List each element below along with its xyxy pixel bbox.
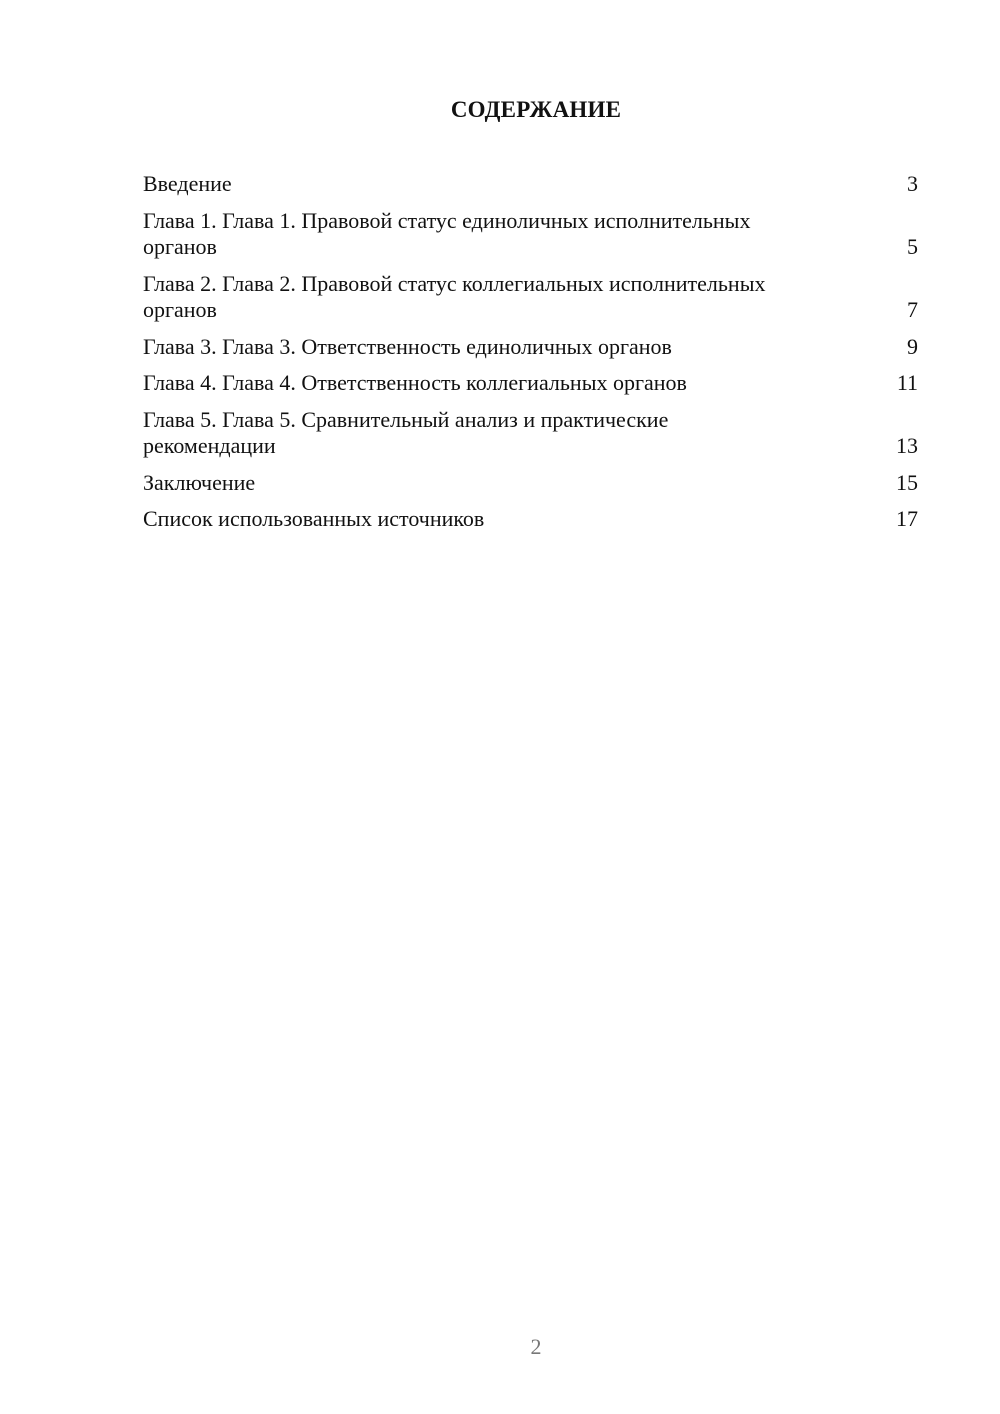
toc-entry-text: Введение <box>143 171 232 196</box>
toc-list <box>143 171 918 543</box>
toc-entry-chapter-2[interactable] <box>143 271 918 324</box>
toc-entry-page: 7 <box>907 297 918 322</box>
toc-entry-text: Глава 2. Глава 2. Правовой статус коллегиальных исполнительных органов <box>143 270 766 322</box>
toc-entry-references[interactable] <box>143 506 918 533</box>
toc-entry-chapter-3[interactable] <box>143 334 918 361</box>
toc-entry-chapter-5[interactable] <box>143 407 918 460</box>
toc-entry-page: 5 <box>907 234 918 259</box>
toc-entry-text: Список использованных источников <box>143 506 485 531</box>
toc-entry-page: 9 <box>907 333 918 359</box>
toc-entry-chapter-4[interactable] <box>143 370 918 397</box>
toc-entry-page: 17 <box>896 506 918 531</box>
toc-entry-text: Глава 3. Глава 3. Ответственность единоличных органов <box>143 333 672 359</box>
page-number: 2 <box>530 1334 542 1359</box>
toc-entry-introduction[interactable] <box>143 171 918 198</box>
toc-entry-conclusion[interactable] <box>143 470 918 497</box>
toc-entry-text: Заключение <box>143 469 256 495</box>
toc-entry-page: 11 <box>896 370 918 395</box>
toc-entry-text: Глава 5. Глава 5. Сравнительный анализ и практические рекомендации <box>143 406 669 458</box>
toc-entry-page: 3 <box>907 171 918 196</box>
toc-entry-page: 13 <box>896 433 918 458</box>
toc-entry-chapter-1[interactable] <box>143 208 918 261</box>
toc-title: СОДЕРЖАНИЕ <box>450 97 622 122</box>
toc-entry-text: Глава 4. Глава 4. Ответственность коллегиальных органов <box>143 370 687 395</box>
toc-entry-text: Глава 1. Глава 1. Правовой статус единоличных исполнительных органов <box>143 207 751 259</box>
toc-entry-page: 15 <box>896 469 918 495</box>
